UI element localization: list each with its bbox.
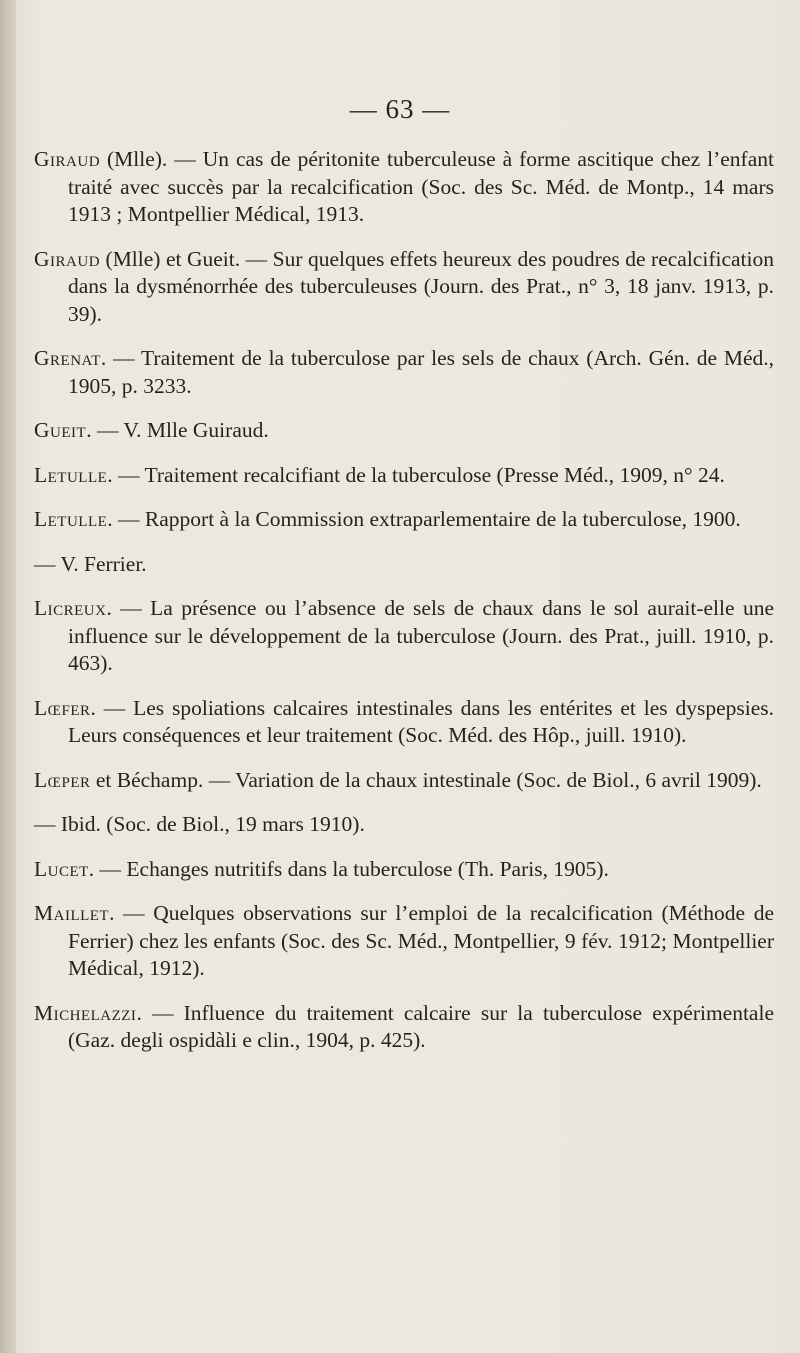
bibliography-entry	[34, 695, 774, 750]
entry-author: Gueit	[34, 418, 87, 442]
bibliography-entry	[34, 856, 774, 884]
bibliography-entry	[34, 345, 774, 400]
bibliography-list	[34, 146, 774, 1072]
entry-author: Letulle	[34, 507, 108, 531]
bibliography-entry	[34, 900, 774, 983]
entry-text: . — Traitement de la tuberculose par les sels de chaux (Arch. Gén. de Méd., 1905, p. 3233.	[68, 346, 774, 398]
bibliography-entry	[34, 417, 774, 445]
entry-text: et Béchamp. — Variation de la chaux intestinale (Soc. de Biol., 6 avril 1909).	[90, 767, 762, 792]
entry-text: . — Rapport à la Commission extraparlementaire de la tuberculose, 1900.	[107, 507, 741, 531]
bibliography-entry	[34, 462, 774, 490]
bibliography-entry	[34, 595, 774, 678]
bibliography-entry	[34, 146, 774, 229]
entry-author: Lucet	[34, 856, 89, 881]
bibliography-entry	[34, 767, 774, 795]
entry-author: Letulle	[34, 462, 108, 487]
entry-author: Grenat	[34, 346, 101, 370]
entry-text: . — Echanges nutritifs dans la tuberculose (Th. Paris, 1905).	[88, 856, 609, 881]
entry-author: Giraud	[34, 246, 101, 271]
bibliography-entry	[34, 811, 774, 839]
entry-author: Lœfer	[34, 695, 91, 720]
bibliography-entry	[34, 551, 774, 579]
entry-text: . — Quelques observations sur l’emploi de la recalcification (Méthode de Ferrier) chez les enfants (Soc. des Sc. Méd., Montpellier, 9 fév. 1912; Montpellier Médical, 1912).	[68, 901, 774, 980]
entry-text: (Mlle). — Un cas de péritonite tuberculeuse à forme ascitique chez l’enfant traité avec succès par la recalcification (Soc. des Sc. Méd. de Montp., 14 mars 1913 ; Montpellier Médical, 1913.	[68, 147, 774, 226]
entry-author: Maillet	[34, 901, 110, 925]
entry-author: Licreux	[34, 596, 107, 620]
entry-author: Lœper	[34, 767, 91, 792]
page-number: — 63 —	[349, 94, 451, 124]
entry-text: . — La présence ou l’absence de sels de chaux dans le sol aurait-elle une influence sur le développement de la tuberculose (Journ. des Prat., juill. 1910, p. 463).	[68, 596, 774, 675]
entry-author: Giraud	[34, 147, 101, 171]
bibliography-entry	[34, 506, 774, 534]
entry-text: . — V. Mlle Guiraud.	[86, 418, 269, 442]
bibliography-entry	[34, 246, 774, 329]
entry-author: Michelazzi	[34, 1000, 137, 1025]
entry-text: (Mlle) et Gueit. — Sur quelques effets heureux des poudres de recalcification dans la dysménorrhée des tuberculeuses (Journ. des Prat., n° 3, 18 janv. 1913, p. 39).	[68, 246, 774, 326]
bibliography-entry	[34, 1000, 774, 1055]
entry-text: — Ibid. (Soc. de Biol., 19 mars 1910).	[34, 812, 365, 836]
entry-text: — V. Ferrier.	[34, 551, 147, 576]
entry-text: . — Les spoliations calcaires intestinales dans les entérites et les dyspepsies. Leurs conséquences et leur traitement (Soc. Méd. des Hôp., juill. 1910).	[68, 695, 774, 747]
entry-text: . — Traitement recalcifiant de la tuberculose (Presse Méd., 1909, n° 24.	[107, 462, 725, 487]
page-binding-edge	[0, 0, 16, 1353]
entry-text: . — Influence du traitement calcaire sur la tuberculose expérimentale (Gaz. degli ospidàli e clin., 1904, p. 425).	[68, 1000, 774, 1052]
